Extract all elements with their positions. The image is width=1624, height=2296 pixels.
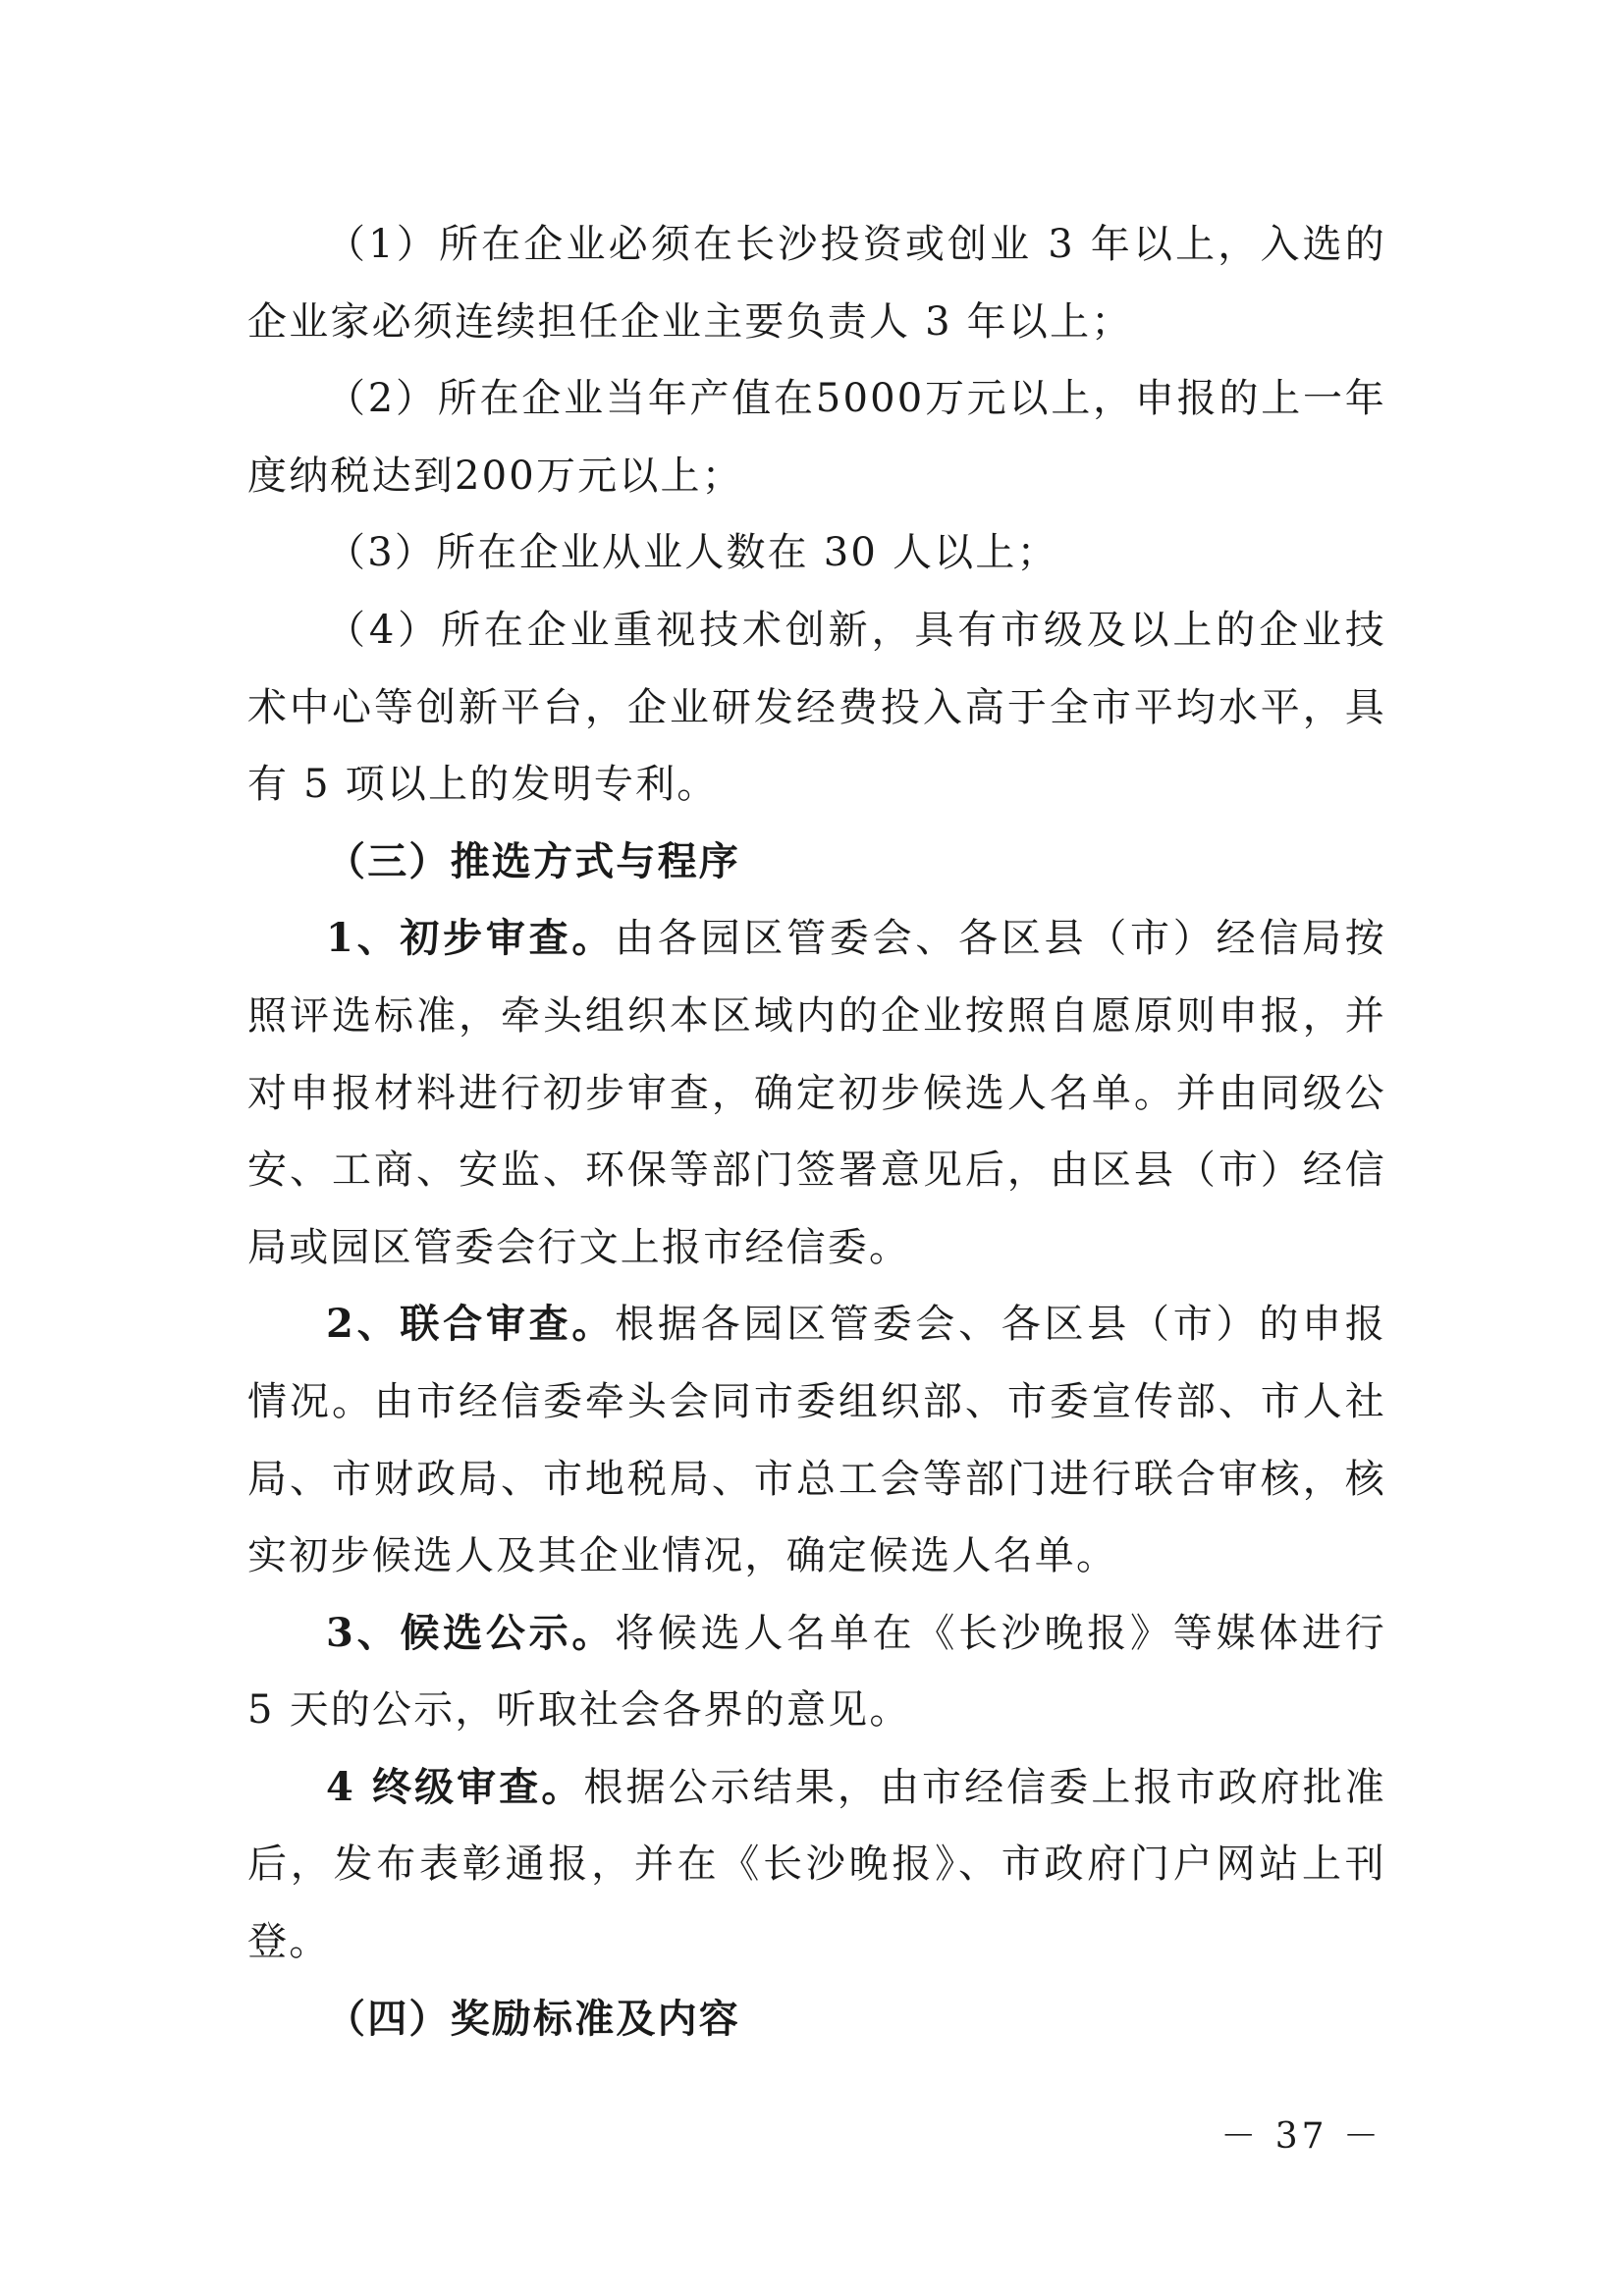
- procedure-step-title: 1、初步审查。: [326, 915, 616, 962]
- procedure-paragraph: [247, 900, 1386, 1286]
- procedure-step-title: 4 终级审查。: [326, 1763, 584, 1810]
- document-body: [247, 206, 1386, 2057]
- paragraph-text: （3）所在企业从业人数在 30 人以上；: [326, 530, 1058, 576]
- heading-text: （三）推选方式与程序: [326, 837, 740, 884]
- section-heading: [247, 824, 1386, 901]
- procedure-paragraph: [247, 1595, 1386, 1749]
- procedure-step-title: 2、联合审查。: [326, 1301, 616, 1348]
- section-heading: [247, 1981, 1386, 2058]
- criterion-paragraph: [247, 592, 1386, 824]
- criterion-paragraph: [247, 514, 1386, 592]
- page-number: － 37 －: [1220, 2116, 1382, 2157]
- paragraph-text: 根据公示结果，由市经信委上报市政府批准后，发布表彰通报，并在《长沙晚报》、市政府门户网站上刊登。: [247, 1764, 1386, 1965]
- procedure-paragraph: [247, 1749, 1386, 1981]
- criterion-paragraph: [247, 360, 1386, 514]
- paragraph-text: 由各园区管委会、各区县（市）经信局按照评选标准，牵头组织本区域内的企业按照自愿原则申报，并对申报材料进行初步审查，确定初步候选人名单。并由同级公安、工商、安监、环保等部门签署意见后，由区县（市）经信局或园区管委会行文上报市经信委。: [247, 916, 1386, 1270]
- paragraph-text: 将候选人名单在《长沙晚报》等媒体进行 5 天的公示，听取社会各界的意见。: [247, 1610, 1386, 1734]
- heading-text: （四）奖励标准及内容: [326, 1995, 740, 2042]
- criterion-paragraph: [247, 206, 1386, 360]
- procedure-step-title: 3、候选公示。: [326, 1609, 616, 1656]
- procedure-paragraph: [247, 1286, 1386, 1594]
- paragraph-text: （1）所在企业必须在长沙投资或创业 3 年以上，入选的企业家必须连续担任企业主要负责人 3 年以上；: [247, 222, 1386, 345]
- paragraph-text: （4）所在企业重视技术创新，具有市级及以上的企业技术中心等创新平台，企业研发经费投入高于全市平均水平，具有 5 项以上的发明专利。: [247, 607, 1386, 808]
- paragraph-text: （2）所在企业当年产值在5000万元以上，申报的上一年度纳税达到200万元以上；: [247, 376, 1386, 499]
- paragraph-text: 根据各园区管委会、各区县（市）的申报情况。由市经信委牵头会同市委组织部、市委宣传部、市人社局、市财政局、市地税局、市总工会等部门进行联合审核，核实初步候选人及其企业情况，确定候选人名单。: [247, 1302, 1386, 1579]
